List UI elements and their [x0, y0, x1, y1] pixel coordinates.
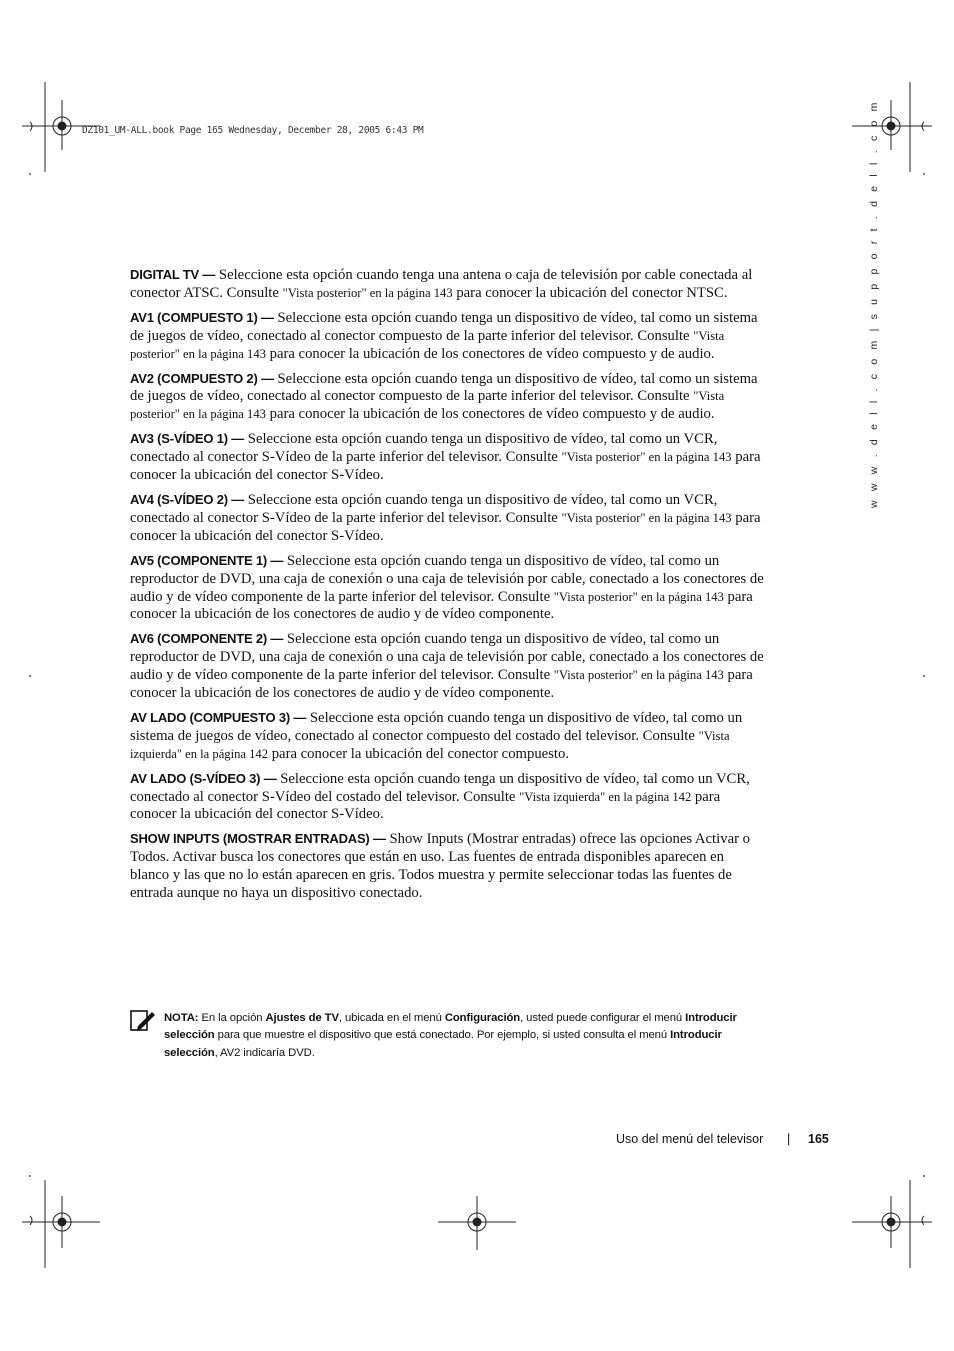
- cross-reference: "Vista posterior" en la página 143: [130, 389, 725, 422]
- cross-reference: "Vista posterior" en la página 143: [553, 589, 724, 604]
- entry-av6: AV6 (COMPONENTE 2) — Seleccione esta opción cuando tenga un dispositivo de vídeo, tal como un reproductor de DVD, una caja de conexión o una caja de televisión por cable, conectado a los conectores de audio y de vídeo componente de la parte inferior del televisor. Consulte "Vista posterior" en la página 143 para conocer la ubicación de los conectores de audio y de vídeo componente.: [130, 631, 764, 702]
- cross-reference: "Vista posterior" en la página 143: [553, 668, 724, 683]
- entry-term: AV5 (COMPONENTE 1) —: [130, 552, 284, 568]
- entry-digital-tv: DIGITAL TV — Seleccione esta opción cuando tenga una antena o caja de televisión por cable conectada al conector ATSC. Consulte "Vista posterior" en la página 143 para conocer la ubicación del conector NTSC.: [130, 267, 753, 301]
- entry-av4: AV4 (S-VÍDEO 2) — Seleccione esta opción cuando tenga un dispositivo de vídeo, tal como un VCR, conectado al conector S-Vídeo de la parte inferior del televisor. Consulte "Vista posterior" en la página 143 para conocer la ubicación del conector S-Vídeo.: [130, 491, 761, 544]
- entry-av-lado-compuesto: AV LADO (COMPUESTO 3) — Seleccione esta opción cuando tenga un dispositivo de vídeo, tal como un sistema de juegos de vídeo, conectado al conector compuesto del costado del televisor. Consulte "Vista izquierda" en la página 142 para conocer la ubicación del conector compuesto.: [130, 709, 743, 762]
- footer-section-title: Uso del menú del televisor: [616, 1132, 764, 1146]
- cross-reference: "Vista izquierda" en la página 142: [130, 728, 730, 761]
- pencil-note-icon: [130, 1010, 156, 1032]
- entry-av3: AV3 (S-VÍDEO 1) — Seleccione esta opción cuando tenga un dispositivo de vídeo, tal como un VCR, conectado al conector S-Vídeo de la parte inferior del televisor. Consulte "Vista posterior" en la página 143 para conocer la ubicación del conector S-Vídeo.: [130, 431, 761, 484]
- cross-reference: "Vista posterior" en la página 143: [282, 285, 453, 300]
- entry-av-lado-svideo: AV LADO (S-VÍDEO 3) — Seleccione esta opción cuando tenga un dispositivo de vídeo, tal como un VCR, conectado al conector S-Vídeo del costado del televisor. Consulte "Vista izquierda" en la página 142 para conocer la ubicación del conector S-Vídeo.: [130, 770, 750, 823]
- entry-term: AV6 (COMPONENTE 2) —: [130, 631, 284, 647]
- cross-reference: "Vista posterior" en la página 143: [130, 328, 725, 361]
- entry-term: AV2 (COMPUESTO 2) —: [130, 370, 274, 386]
- cross-reference: "Vista posterior" en la página 143: [561, 510, 732, 525]
- note-text: NOTA: En la opción Ajustes de TV, ubicada en el menú Configuración, usted puede configurar el menú Introducir selección para que muestre el dispositivo que está conectado. Por ejemplo, si usted consulta el menú Introducir selección, AV2 indicaría DVD.: [164, 1012, 737, 1059]
- entry-av5: AV5 (COMPONENTE 1) — Seleccione esta opción cuando tenga un dispositivo de vídeo, tal como un reproductor de DVD, una caja de conexión o una caja de televisión por cable, conectado a los conectores de audio y de vídeo componente de la parte inferior del televisor. Consulte "Vista posterior" en la página 143 para conocer la ubicación de los conectores de audio y de vídeo componente.: [130, 552, 764, 623]
- entry-term: AV LADO (S-VÍDEO 3) —: [130, 770, 277, 786]
- body-content: [130, 266, 764, 909]
- entry-term: DIGITAL TV —: [130, 267, 216, 282]
- entry-term: SHOW INPUTS (MOSTRAR ENTRADAS) —: [130, 831, 386, 847]
- entry-show-inputs: SHOW INPUTS (MOSTRAR ENTRADAS) — Show Inputs (Mostrar entradas) ofrece las opciones Activar o Todos. Activar busca los conectores que están en uso. Las fuentes de entrada disponibles aparecen en blanco y las que no lo están aparecen en gris. Todos muestra y permite seleccionar todas las fuentes de entrada aunque no haya un dispositivo conectado.: [130, 831, 750, 902]
- cross-reference: "Vista izquierda" en la página 142: [519, 789, 692, 804]
- sidebar-site-url: w w w . d e l l . c o m | s u p p o r t . d e l l . c o m: [868, 99, 880, 508]
- cross-reference: "Vista posterior" en la página 143: [561, 450, 732, 465]
- page-number: 165: [808, 1132, 829, 1146]
- entry-term: AV3 (S-VÍDEO 1) —: [130, 431, 245, 447]
- note-label: NOTA:: [164, 1012, 199, 1024]
- entry-av1: AV1 (COMPUESTO 1) — Seleccione esta opción cuando tenga un dispositivo de vídeo, tal como un sistema de juegos de vídeo, conectado al conector compuesto de la parte inferior del televisor. Consulte "Vista posterior" en la página 143 para conocer la ubicación de los conectores de vídeo compuesto y de audio.: [130, 309, 758, 362]
- print-info-header: DZ101_UM-ALL.book Page 165 Wednesday, December 28, 2005 6:43 PM: [82, 125, 424, 136]
- entry-term: AV4 (S-VÍDEO 2) —: [130, 491, 245, 507]
- footer-separator: |: [787, 1132, 791, 1146]
- entry-term: AV1 (COMPUESTO 1) —: [130, 309, 274, 325]
- entry-av2: AV2 (COMPUESTO 2) — Seleccione esta opción cuando tenga un dispositivo de vídeo, tal como un sistema de juegos de vídeo, conectado al conector compuesto de la parte inferior del televisor. Consulte "Vista posterior" en la página 143 para conocer la ubicación de los conectores de vídeo compuesto y de audio.: [130, 370, 758, 423]
- entry-term: AV LADO (COMPUESTO 3) —: [130, 709, 307, 725]
